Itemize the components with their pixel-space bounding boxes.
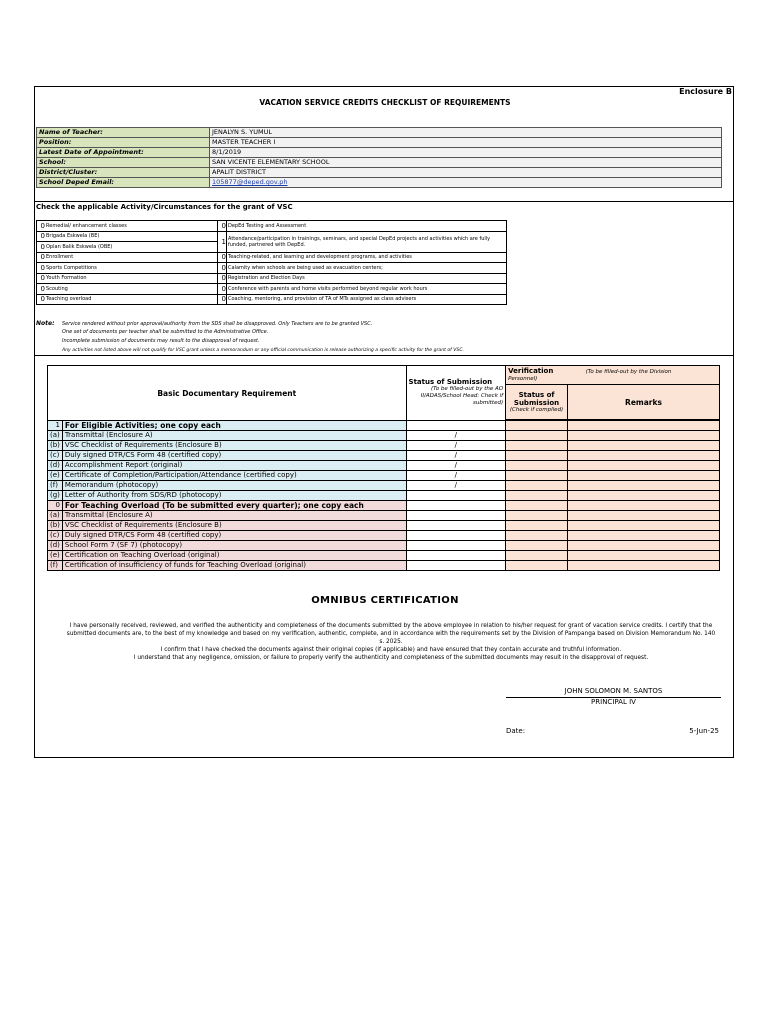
requirements-table (47, 365, 720, 571)
verification-header (506, 366, 720, 385)
activity-flag[interactable]: 0 (218, 263, 227, 274)
verified-cell[interactable] (506, 451, 568, 461)
status-cell[interactable] (406, 551, 506, 561)
activity-flag[interactable]: 0 (37, 263, 46, 274)
omnibus-paragraph: I confirm that I have checked the documents against their original copies (if applicable) and have ensured that they contain accurate and truthful information. (160, 647, 622, 653)
status-header (406, 366, 506, 421)
table-row (48, 521, 720, 531)
activity-row (37, 294, 507, 305)
verified-status-header (506, 385, 568, 420)
activity-label: DepEd Testing and Assessment (227, 221, 507, 232)
status-cell[interactable]: / (406, 431, 506, 441)
activity-label: Calamity when schools are being used as evacuation centers; (227, 263, 507, 274)
group-number: 0 (48, 501, 63, 511)
group-overload-row (48, 501, 720, 511)
group-title: For Eligible Activities; one copy each (62, 421, 406, 431)
item-text: Letter of Authority from SDS/RD (photocopy) (62, 491, 406, 501)
basic-requirement-header: Basic Documentary Requirement (48, 366, 407, 421)
activity-row (37, 273, 507, 284)
note-line (36, 328, 726, 337)
remarks-header: Remarks (567, 385, 719, 420)
item-code: (c) (48, 531, 63, 541)
activity-flag[interactable]: 1 (218, 231, 227, 252)
activity-label: Brigada Eskwela (BE) (45, 231, 218, 242)
remarks-cell[interactable] (567, 471, 719, 481)
appointment-date-value: 8/1/2019 (210, 148, 722, 158)
verified-cell[interactable] (506, 431, 568, 441)
note-text: Incomplete submission of documents may result to the disapproval of request. (62, 338, 260, 344)
item-text: Certification on Teaching Overload (original) (62, 551, 406, 561)
verified-cell[interactable] (506, 491, 568, 501)
remarks-cell[interactable] (567, 541, 719, 551)
info-row-appointment (37, 148, 722, 158)
group-eligible-row (48, 421, 720, 431)
info-label: Position: (37, 138, 210, 148)
table-row (48, 461, 720, 471)
verification-note: (To be filled-out by the Division (585, 369, 672, 375)
item-text: Certificate of Completion/Participation/Attendance (certified copy) (62, 471, 406, 481)
status-cell[interactable] (406, 491, 506, 501)
status-cell[interactable]: / (406, 461, 506, 471)
activity-flag[interactable]: 0 (37, 231, 46, 242)
remarks-cell[interactable] (567, 451, 719, 461)
status-cell[interactable] (406, 521, 506, 531)
remarks-cell[interactable] (567, 551, 719, 561)
verified-cell[interactable] (506, 441, 568, 451)
remarks-cell[interactable] (567, 441, 719, 451)
note-text: One set of documents per teacher shall be submitted to the Administrative Office. (62, 329, 269, 335)
item-text: Transmittal (Enclosure A) (62, 511, 406, 521)
date-label: Date: (506, 727, 526, 735)
remarks-cell[interactable] (567, 491, 719, 501)
remarks-cell[interactable] (567, 481, 719, 491)
table-row (48, 431, 720, 441)
info-label: Name of Teacher: (37, 128, 210, 138)
table-row (48, 451, 720, 461)
activity-label: Teaching overload (45, 294, 218, 305)
omnibus-title: OMNIBUS CERTIFICATION (311, 595, 459, 606)
item-code: (b) (48, 441, 63, 451)
enclosure-label: Enclosure B (679, 87, 732, 96)
activity-row (37, 231, 507, 242)
verified-cell[interactable] (506, 461, 568, 471)
email-cell (210, 178, 722, 188)
section-divider (35, 355, 733, 356)
checklist-form (34, 86, 734, 758)
verification-note-2: Personnel) (508, 376, 538, 382)
item-text: Duly signed DTR/CS Form 48 (certified copy) (62, 531, 406, 541)
teacher-name-value: JENALYN S. YUMUL (210, 128, 722, 138)
notes-label: Note: (36, 320, 55, 327)
remarks-cell[interactable] (567, 531, 719, 541)
item-code: (e) (48, 471, 63, 481)
activity-row (37, 263, 507, 274)
item-code: (a) (48, 511, 63, 521)
info-label: School: (37, 158, 210, 168)
note-line (36, 319, 726, 328)
group-title: For Teaching Overload (To be submitted every quarter); one copy each (62, 501, 406, 511)
verified-cell[interactable] (506, 551, 568, 561)
info-label: District/Cluster: (37, 168, 210, 178)
item-code: (a) (48, 431, 63, 441)
group-number: 1 (48, 421, 63, 431)
item-text: Duly signed DTR/CS Form 48 (certified copy) (62, 451, 406, 461)
signatory-position: PRINCIPAL IV (591, 698, 636, 706)
activity-label: Oplan Balik Eskwela (OBE) (45, 242, 218, 253)
item-code: (d) (48, 541, 63, 551)
table-row (48, 491, 720, 501)
item-text: VSC Checklist of Requirements (Enclosure B) (62, 521, 406, 531)
item-code: (b) (48, 521, 63, 531)
activity-label: Scouting (45, 284, 218, 295)
info-row-email (37, 178, 722, 188)
info-label: School Deped Email: (37, 178, 210, 188)
activity-flag[interactable]: 0 (37, 252, 46, 263)
table-row (48, 481, 720, 491)
form-title: VACATION SERVICE CREDITS CHECKLIST OF REQUIREMENTS (259, 98, 511, 107)
status-cell[interactable]: / (406, 451, 506, 461)
remarks-cell[interactable] (567, 431, 719, 441)
table-row (48, 471, 720, 481)
info-row-position (37, 138, 722, 148)
activity-label: Sports Competitions (45, 263, 218, 274)
table-row (48, 551, 720, 561)
email-link[interactable]: 105877@deped.gov.ph (212, 178, 288, 186)
status-cell[interactable] (406, 511, 506, 521)
signatory-name: JOHN SOLOMON M. SANTOS (564, 687, 663, 695)
activity-label: Teaching-related, and learning and development programs, and activities (227, 252, 507, 263)
item-code: (f) (48, 481, 63, 491)
table-row (48, 541, 720, 551)
activity-label: Conference with parents and home visits performed beyond regular work hours (227, 284, 507, 295)
activity-checklist (36, 220, 507, 305)
omnibus-paragraph: I have personally received, reviewed, and verified the authenticity and completeness of the documents submitted by the above employee in relation to his/her request for grant of vacation service credits. I certify that the submitted documents are, to the best of my knowledge and based on my verification, authentic, complete, and in accordance with the requirements set by the Division of Pampanga based on Division Memorandum No. 140 s. 2025. (66, 623, 716, 645)
notes-block (36, 319, 726, 355)
verified-cell[interactable] (506, 541, 568, 551)
status-header-title: Status of Submission (408, 377, 493, 386)
teacher-info-table (36, 127, 722, 188)
verified-status-note: (Check if complied) (509, 406, 564, 413)
note-line (36, 346, 726, 355)
table-row (48, 561, 720, 571)
item-text: Certification of insufficiency of funds for Teaching Overload (original) (62, 561, 406, 571)
activity-flag[interactable]: 0 (37, 221, 46, 232)
item-code: (c) (48, 451, 63, 461)
info-row-name (37, 128, 722, 138)
date-value: 5-Jun-25 (689, 727, 719, 735)
omnibus-text (65, 622, 717, 662)
activity-row (37, 252, 507, 263)
info-row-district (37, 168, 722, 178)
verification-title: Verification (508, 367, 554, 375)
verified-status-title: Status of Submission (513, 390, 560, 407)
table-row (48, 511, 720, 521)
activity-flag[interactable]: 0 (218, 221, 227, 232)
item-text: Accomplishment Report (original) (62, 461, 406, 471)
activity-row (37, 221, 507, 232)
position-value: MASTER TEACHER I (210, 138, 722, 148)
note-line (36, 337, 726, 346)
verified-cell[interactable] (506, 471, 568, 481)
item-code: (d) (48, 461, 63, 471)
activity-flag[interactable]: 0 (37, 273, 46, 284)
table-row (48, 531, 720, 541)
activity-flag[interactable]: 0 (37, 242, 46, 253)
item-code: (e) (48, 551, 63, 561)
verified-cell[interactable] (506, 521, 568, 531)
status-cell[interactable]: / (406, 471, 506, 481)
table-row (48, 441, 720, 451)
item-text: VSC Checklist of Requirements (Enclosure B) (62, 441, 406, 451)
activity-row (37, 284, 507, 295)
activity-label: Attendance/participation in trainings, seminars, and special DepEd projects and activities which are fully funded, partnered with DepEd. (227, 231, 507, 252)
remarks-cell[interactable] (567, 521, 719, 531)
verified-cell[interactable] (506, 561, 568, 571)
verified-cell[interactable] (506, 511, 568, 521)
item-text: Transmittal (Enclosure A) (62, 431, 406, 441)
activity-label: Registration and Election Days (227, 273, 507, 284)
remarks-cell[interactable] (567, 511, 719, 521)
activity-flag[interactable]: 0 (218, 294, 227, 305)
status-cell[interactable]: / (406, 441, 506, 451)
item-text: School Form 7 (SF 7) (photocopy) (62, 541, 406, 551)
note-text: Service rendered without prior approval/authority from the SDS shall be disapproved. Only Teachers are to be granted VSC. (62, 321, 373, 327)
status-cell[interactable] (406, 541, 506, 551)
status-cell[interactable] (406, 561, 506, 571)
activity-flag[interactable]: 0 (37, 294, 46, 305)
activity-label: Youth Formation (45, 273, 218, 284)
school-value: SAN VICENTE ELEMENTARY SCHOOL (210, 158, 722, 168)
verified-cell[interactable] (506, 531, 568, 541)
remarks-cell[interactable] (567, 561, 719, 571)
district-value: APALIT DISTRICT (210, 168, 722, 178)
status-cell[interactable]: / (406, 481, 506, 491)
activity-flag[interactable]: 0 (218, 252, 227, 263)
item-text: Memorandum (photocopy) (62, 481, 406, 491)
activity-label: Coaching, mentoring, and provision of TA of MTs assigned as class advisers (227, 294, 507, 305)
activity-label: Enrollment (45, 252, 218, 263)
status-header-note: (To be filled-out by the AO II/ADAS/School Head: Check if submitted) (420, 386, 504, 407)
activity-flag[interactable]: 0 (218, 273, 227, 284)
activity-heading: Check the applicable Activity/Circumstances for the grant of VSC (36, 203, 293, 211)
activity-flag[interactable]: 0 (37, 284, 46, 295)
info-label: Latest Date of Appointment: (37, 148, 210, 158)
item-code: (f) (48, 561, 63, 571)
status-cell[interactable] (406, 531, 506, 541)
note-text: Any activities not listed above will not qualify for VSC grant unless a memorandum or any official communication is release authorizing a specific activity for the grant of VSC. (62, 348, 464, 353)
remarks-cell[interactable] (567, 461, 719, 471)
omnibus-paragraph: I understand that any negligence, omission, or failure to properly verify the authenticity and completeness of the submitted documents may result in the disapproval of request. (133, 655, 649, 661)
activity-label: Remedial/ enhancement classes (45, 221, 218, 232)
info-row-school (37, 158, 722, 168)
item-code: (g) (48, 491, 63, 501)
section-divider (35, 201, 733, 202)
activity-flag[interactable]: 0 (218, 284, 227, 295)
verified-cell[interactable] (506, 481, 568, 491)
